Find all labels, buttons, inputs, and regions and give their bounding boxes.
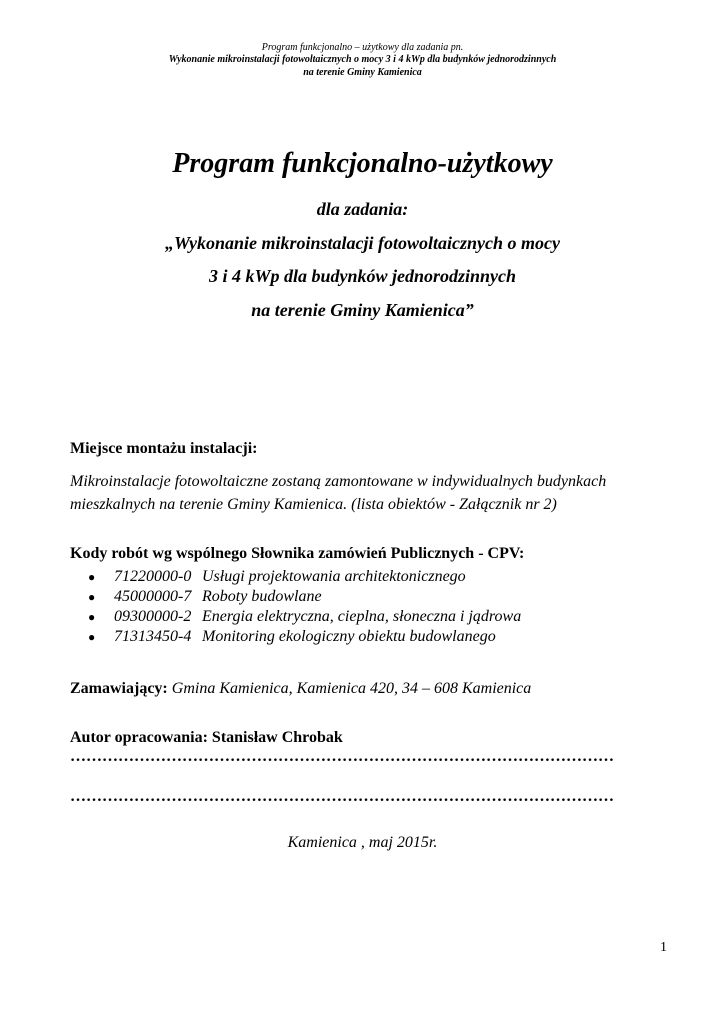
ordering-party [70,680,531,698]
subtitle-line-2: 3 i 4 kWp dla budynków jednorodzinnych [208,266,517,286]
cpv-code: 45000000-7 [114,588,192,605]
header-line-3: na terenie Gminy Kamienica [303,67,422,78]
cpv-description: Monitoring ekologiczny obiektu budowlanego [202,628,496,645]
cpv-description: Usługi projektowania architektonicznego [202,568,466,585]
cpv-code: 09300000-2 [114,608,192,625]
cpv-list-item [88,627,688,647]
bullet-icon: ● [88,610,96,624]
bullet-icon: ● [88,630,96,644]
header-line-1: Program funkcjonalno – użytkowy dla zadania pn. [261,42,464,53]
ordering-party-value: Gmina Kamienica, Kamienica 420, 34 – 608 Kamienica [171,680,532,697]
cpv-list [88,567,688,647]
cpv-description: Roboty budowlane [202,588,322,605]
document-title: Program funkcjonalno-użytkowy [172,148,553,179]
page-number: 1 [660,940,667,955]
dotted-line: ………………………………………………………………………………………… [70,748,614,765]
cpv-label: Kody robót wg wspólnego Słownika zamówień Publicznych - CPV: [70,545,525,562]
location-label: Miejsce montażu instalacji: [70,440,258,457]
cpv-list-item [88,567,688,587]
subtitle-line-3: na terenie Gminy Kamienica” [251,300,474,320]
cpv-description: Energia elektryczna, cieplna, słoneczna i jądrowa [202,608,522,625]
author: Autor opracowania: Stanisław Chrobak [70,729,343,746]
bullet-icon: ● [88,590,96,604]
dotted-line: ………………………………………………………………………………………… [70,788,614,805]
cpv-list-item [88,607,688,627]
subtitle-line-1: „Wykonanie mikroinstalacji fotowoltaicznych o mocy [164,233,560,253]
header-line-2: Wykonanie mikroinstalacji fotowoltaicznych o mocy 3 i 4 kWp dla budynków jednorodzinnych [168,54,557,65]
place-date: Kamienica , maj 2015r. [287,834,438,851]
bullet-icon: ● [88,570,96,584]
subtitle-intro: dla zadania: [316,199,409,219]
cpv-code: 71313450-4 [114,628,192,645]
cpv-list-item [88,587,688,607]
ordering-party-label: Zamawiający: [70,680,168,697]
cpv-code: 71220000-0 [114,568,192,585]
location-text: Mikroinstalacje fotowoltaiczne zostaną zamontowane w indywidualnych budynkach mieszkalnych na terenie Gminy Kamienica. (lista obiektów - Załącznik nr 2) [70,473,607,513]
